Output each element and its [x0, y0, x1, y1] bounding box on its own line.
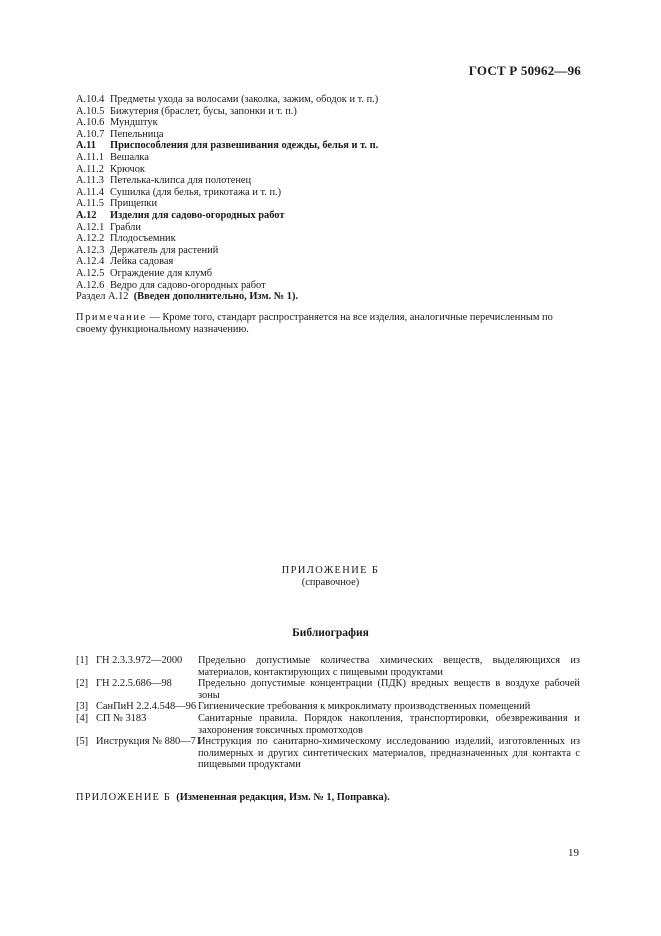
list-item — [76, 280, 378, 292]
item-text: Пепельница — [110, 128, 164, 140]
item-text: Сушилка (для белья, трикотажа и т. п.) — [110, 186, 282, 198]
list-item — [76, 198, 378, 210]
list-item — [76, 245, 378, 257]
list-item — [76, 152, 378, 164]
entry-number: [1] — [76, 655, 89, 666]
list-item — [76, 164, 378, 176]
entry-source: СанПиН 2.2.4.548—96 — [96, 701, 197, 713]
entry-text: Гигиенические требования к микроклимату производственных помещений — [198, 701, 531, 713]
entry-source: Инструкция № 880—71 — [96, 736, 202, 748]
entry-number: [4] — [76, 712, 89, 724]
bibliography-entry — [76, 701, 580, 713]
item-code: А.12.1 — [76, 221, 105, 233]
item-code: А.11.3 — [76, 175, 104, 187]
bibliography-entry — [76, 736, 580, 771]
list-item — [76, 106, 378, 118]
list-item — [76, 187, 378, 199]
list-item — [76, 129, 378, 141]
list-item — [76, 175, 378, 187]
list-item — [76, 256, 378, 268]
document-header: ГОСТ Р 50962—96 — [468, 63, 581, 78]
amendment-text: (Измененная редакция, Изм. № 1, Поправка). — [176, 792, 390, 803]
item-code: А.11.4 — [76, 186, 104, 198]
item-code: А.12.5 — [76, 267, 105, 279]
section-note — [76, 291, 378, 303]
item-code: А.12.3 — [76, 244, 105, 256]
entry-source: ГН 2.3.3.972—2000 — [96, 655, 183, 666]
item-text: Предметы ухода за волосами (заколка, зажим, ободок и т. п.) — [110, 94, 379, 105]
entry-text: Предельно допустимые количества химических веществ, выделяющихся из материалов, контактирующих с пищевыми продуктами — [198, 655, 580, 678]
item-list — [76, 94, 378, 303]
bibliography-entry — [76, 713, 580, 736]
section-note-prefix: Раздел А.12 — [76, 291, 129, 303]
amendment-title: ПРИЛОЖЕНИЕ Б — [76, 792, 172, 803]
entry-source: ГН 2.2.5.686—98 — [96, 678, 172, 690]
entry-text: Инструкция по санитарно-химическому исследованию изделий, изготовленных из полимерных и других синтетических материалов, предназначенных для контакта с пищевыми продуктами — [198, 736, 580, 771]
page-number: 19 — [568, 847, 579, 859]
entry-text: Санитарные правила. Порядок накопления, транспортировки, обезвреживания и захоронения токсичных промотходов — [198, 712, 580, 736]
list-heading — [76, 140, 378, 152]
item-code: А.10.5 — [76, 105, 105, 117]
item-text: Мундштук — [110, 117, 158, 129]
item-text: Держатель для растений — [110, 244, 219, 256]
note-text: — Кроме того, стандарт распространяется на все изделия, аналогичные перечисленным по своему функциональному назначению. — [76, 312, 553, 335]
item-code: А.10.6 — [76, 117, 105, 129]
bibliography-entry — [76, 655, 580, 678]
item-code: А.12.2 — [76, 233, 105, 245]
item-code: А.12 — [76, 209, 97, 221]
item-code: А.10.4 — [76, 94, 105, 105]
item-code: А.11 — [76, 140, 96, 152]
note-label: Примечание — [76, 312, 147, 323]
entry-text: Предельно допустимые концентрации (ПДК) вредных веществ в воздухе рабочей зоны — [198, 678, 580, 701]
item-text: Приспособления для развешивания одежды, белья и т. п. — [110, 140, 379, 152]
item-code: А.11.1 — [76, 151, 104, 163]
item-text: Изделия для садово-огородных работ — [110, 209, 285, 221]
entry-source: СП № 3183 — [96, 712, 147, 724]
item-text: Крючок — [110, 163, 145, 175]
item-text: Лейка садовая — [110, 256, 174, 268]
appendix-title: ПРИЛОЖЕНИЕ Б — [281, 565, 380, 576]
amendment-note — [76, 792, 390, 803]
note-paragraph — [76, 312, 580, 336]
appendix-subtitle: (справочное) — [301, 577, 360, 588]
list-item — [76, 117, 378, 129]
item-code: А.12.4 — [76, 256, 105, 268]
item-code: А.12.6 — [76, 279, 105, 291]
item-text: Прищепки — [110, 198, 158, 210]
entry-number: [3] — [76, 701, 89, 713]
list-heading — [76, 210, 378, 222]
item-code: А.11.2 — [76, 163, 104, 175]
bibliography-title: Библиография — [292, 627, 369, 639]
item-text: Бижутерия (браслет, бусы, запонки и т. п.) — [110, 105, 297, 117]
list-item — [76, 94, 378, 106]
list-item — [76, 268, 378, 280]
item-code: А.10.7 — [76, 128, 105, 140]
item-text: Грабли — [110, 221, 141, 233]
entry-number: [2] — [76, 678, 89, 690]
entry-number: [5] — [76, 736, 89, 748]
list-item — [76, 222, 378, 234]
item-code: А.11.5 — [76, 198, 104, 210]
bibliography-list — [76, 655, 580, 771]
item-text: Плодосъемник — [110, 233, 176, 245]
item-text: Ведро для садово-огородных работ — [110, 279, 266, 291]
item-text: Петелька-клипса для полотенец — [110, 175, 252, 187]
appendix-heading — [0, 565, 661, 589]
item-text: Вешалка — [110, 151, 149, 163]
section-note-amendment: (Введен дополнительно, Изм. № 1). — [133, 291, 299, 303]
bibliography-entry — [76, 678, 580, 701]
list-item — [76, 233, 378, 245]
item-text: Ограждение для клумб — [110, 267, 212, 279]
